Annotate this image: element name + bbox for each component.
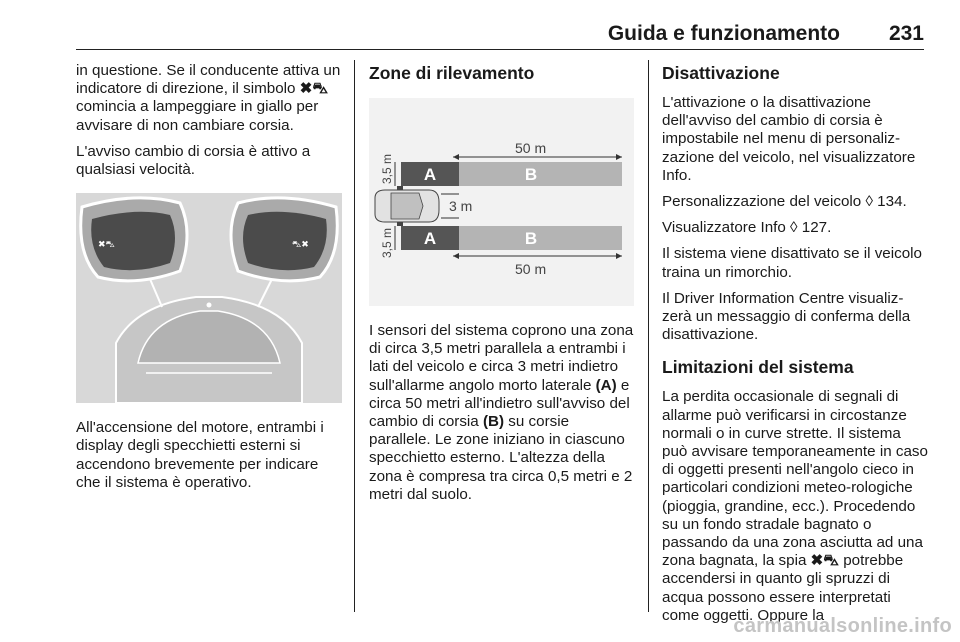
watermark: carmanualsonline.info: [733, 615, 952, 637]
column-right: [662, 62, 928, 633]
page-number: 231: [888, 22, 924, 45]
column-divider: [648, 60, 649, 612]
cross-reference: Visualizzatore Info ◊ 127.: [662, 219, 832, 237]
page-title: Guida e funzionamento: [607, 22, 840, 45]
paragraph: [76, 62, 342, 135]
zone-a-label-top: A: [423, 165, 437, 184]
paragraph: L'attivazione o la disattivazione dell'avviso del cambio di corsia è impostabile nel menu di personaliz-zazione del veicolo, nel visualizzatore Info.: [662, 94, 916, 184]
bold-text: (B): [482, 413, 505, 431]
side-mirrors-illustration: [76, 193, 342, 403]
column-middle: [369, 62, 634, 512]
dimension-label-3-5m-top: 3,5 m: [380, 153, 394, 184]
zone-b-top: [459, 162, 622, 186]
bold-text: (A): [595, 376, 617, 394]
text: e circa 50 metri all'indietro sull'avviso del cambio di corsia: [369, 376, 630, 431]
column-left: [76, 62, 342, 500]
dimension-label-3-5m-bottom: 3,5 m: [380, 227, 394, 258]
section-heading: Disattivazione: [662, 63, 780, 83]
mirror-warning-symbol-right: ⛍✖: [292, 240, 309, 251]
column-divider: [354, 60, 355, 612]
zone-b-label-bottom: B: [524, 229, 538, 248]
paragraph: L'avviso cambio di corsia è attivo a qualsiasi velocità.: [76, 142, 311, 179]
paragraph: [662, 388, 928, 625]
dimension-label-50m-bottom: 50 m: [515, 261, 547, 277]
text: potrebbe accendersi in quanto gli spruzzi di acqua possono essere interpretati come oggetti. Oppure la: [662, 552, 904, 624]
paragraph: Il sistema viene disattivato se il veicolo traina un rimorchio.: [662, 245, 922, 281]
mirror-warning-symbol-left: ✖⛍: [98, 240, 115, 251]
paragraph: Il Driver Information Centre visualiz-zerà un messaggio di conferma della disattivazione.: [662, 289, 911, 344]
section-heading: Limitazioni del sistema: [662, 357, 854, 378]
lane-change-warning-icon: ✖⛍: [299, 80, 329, 98]
paragraph: All'accensione del motore, entrambi i display degli specchietti esterni si accendono brevemente per indicare che il sistema è operativo.: [76, 419, 324, 491]
header-rule: [76, 49, 924, 50]
text: su corsie parallele. Le zone iniziano in ciascuno specchietto esterno. L'altezza della zona è compresa tra circa 0,5 metri e 2 metri dal suolo.: [369, 413, 633, 503]
page-header: [76, 0, 924, 52]
text: in questione. Se il conducente attiva un indicatore di direzione, il simbolo: [76, 62, 341, 98]
vehicle-top-view: [375, 186, 439, 226]
zone-b-bottom: [459, 226, 622, 250]
text: La perdita occasionale di segnali di allarme può verificarsi in circostanze normali o in curve strette. Il sistema può avvisare temporaneamente in caso di oggetti presenti nell'angolo cieco in particolari condizioni meteo-rologiche (pioggia, grandine, ecc.). Procedendo su un fondo stradale bagnato o passando da una zona asciutta ad una zona bagnata, la spia: [662, 388, 928, 570]
detection-zones-diagram: [369, 98, 634, 306]
dimension-label-50m-top: 50 m: [515, 140, 547, 156]
lane-change-warning-icon: ✖⛍: [810, 552, 840, 570]
paragraph: [369, 322, 634, 504]
cross-reference: Personalizzazione del veicolo ◊ 134.: [662, 193, 907, 211]
zone-a-label-bottom: A: [423, 229, 437, 248]
section-heading: Zone di rilevamento: [369, 63, 535, 83]
text: comincia a lampeggiare in giallo per avvisare di non cambiare corsia.: [76, 98, 319, 134]
zone-b-label-top: B: [524, 165, 538, 184]
text: I sensori del sistema coprono una zona di circa 3,5 metri parallela a entrambi i lati del veicolo e circa 3 metri indietro sull'allarme angolo morto laterale: [369, 322, 634, 394]
dimension-label-3m: 3 m: [449, 198, 473, 214]
